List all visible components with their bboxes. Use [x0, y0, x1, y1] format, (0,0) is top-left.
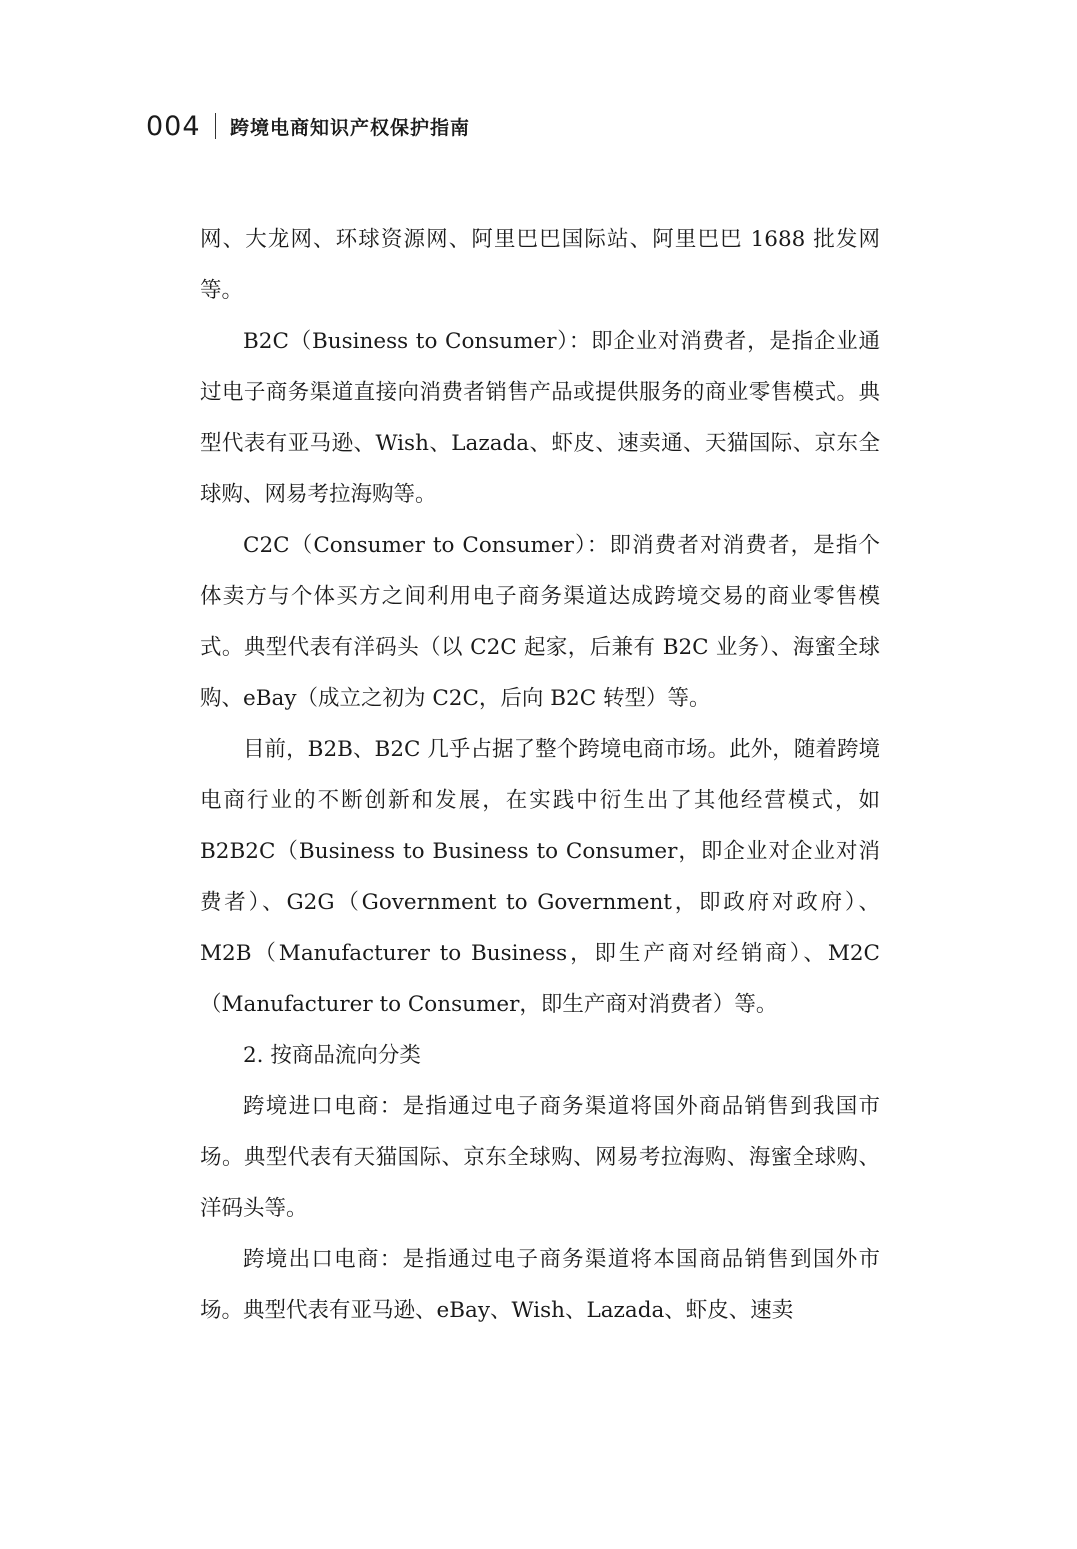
page-number: 004 [146, 110, 201, 142]
paragraph-b2c: B2C（Business to Consumer）：即企业对消费者，是指企业通过电子商务渠道直接向消费者销售产品或提供服务的商业零售模式。典型代表有亚马逊、Wish、Lazada、虾皮、速卖通、天猫国际、京东全球购、网易考拉海购等。 [200, 329, 880, 507]
paragraph-c2c: C2C（Consumer to Consumer）：即消费者对消费者，是指个体卖方与个体买方之间利用电子商务渠道达成跨境交易的商业零售模式。典型代表有洋码头（以 C2C 起家，后兼有 B2C 业务）、海蜜全球购、eBay（成立之初为 C2C，后向 B2C 转型）等。 [200, 533, 880, 711]
header-divider [215, 113, 217, 139]
paragraph-other-models: 目前，B2B、B2C 几乎占据了整个跨境电商市场。此外，随着跨境电商行业的不断创新和发展，在实践中衍生出了其他经营模式，如 B2B2C（Business to Business to Consumer，即企业对企业对消费者）、G2G（Government to Government，即政府对政府）、M2B（Manufacturer to Business，即生产商对经销商）、M2C（Manufacturer to Consumer，即生产商对消费者）等。 [200, 737, 880, 1017]
paragraph-b2b-continuation: 网、大龙网、环球资源网、阿里巴巴国际站、阿里巴巴 1688 批发网等。 [200, 227, 880, 303]
paragraph-import-ecommerce: 跨境进口电商：是指通过电子商务渠道将国外商品销售到我国市场。典型代表有天猫国际、京东全球购、网易考拉海购、海蜜全球购、洋码头等。 [200, 1094, 880, 1221]
book-title: 跨境电商知识产权保护指南 [230, 116, 471, 139]
section-heading-flow-classification: 2. 按商品流向分类 [243, 1043, 421, 1068]
body-text [200, 214, 880, 1336]
paragraph-export-ecommerce: 跨境出口电商：是指通过电子商务渠道将本国商品销售到国外市场。典型代表有亚马逊、eBay、Wish、Lazada、虾皮、速卖 [200, 1247, 880, 1323]
page-header [146, 106, 470, 146]
